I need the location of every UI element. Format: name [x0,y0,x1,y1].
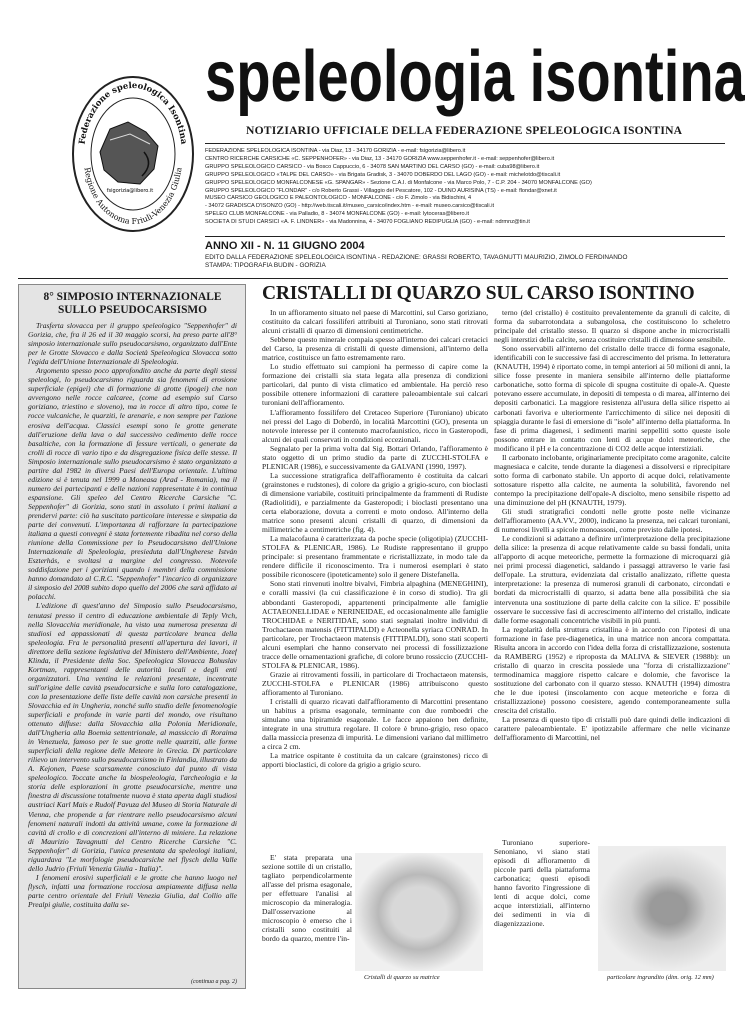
logo-email: fsigorizia@libero.it [106,188,154,194]
editorial-line: STAMPA: TIPOGRAFIA BUDIN - GORIZIA [205,262,326,269]
federation-logo [70,74,196,234]
article-column-2 [494,308,730,838]
continued-note: (continua a pag. 2) [191,979,237,985]
paragraph: Sono stati rinvenuti inoltre bivalvi, Fimbria alpaghina (MENEGHINI), e coralli massivi (la cui classificazione è in corso di studio). Tra gli abbondanti Gasteropodi, appartenenti principalmente alle famiglie ACTAEONELLIDAE e NERINEIDAE, ed occasionalmente alle famiglie TROCHIDAE e NERITIDAE, sono stati segnalati inoltre individui di Trochactaeon matensis (FITTIPALDI) e Acteonella syriaca CONRAD. In particolare, per Trochactaeon matensis (FITTIPALDI), sono stati scoperti alcuni esemplari che hanno conservato nei processi di fossilizzazione tracce delle ornamentazioni grafiche, di colore bruno rossiccio (ZUCCHI-STOLFA & PLENICAR, 1986). [262,579,488,670]
photo-caption: particolare ingrandito (dim. orig. 12 mm) [607,974,714,981]
paragraph: La malacofauna è caratterizzata da poche specie (oligotipia) (ZUCCHI-STOLFA & PLENICAR, 1986). Le Rudiste rappresentano il gruppo principale: si presentano frammentate e ricristallizzate, in modo tale da rendere difficile il riconoscimento. Tra i numerosi esemplari è stato possibile riconoscere (ipoteticamente) solo il genere Distefanella. [262,534,488,580]
address-line: GRUPPO SPELEOLOGICO "FLONDAR" - c/o Roberto Grassi - Villaggio del Pescatore, 102 - DUINO AURISINA (TS) - e-mail: flondar@xnet.it [205,187,557,194]
symposium-title-line: SULLO PSEUDOCARSISMO [57,304,208,316]
address-line: FEDERAZIONE SPELEOLOGICA ISONTINA - via Diaz, 13 - 34170 GORIZIA - e-mail: fsigorizia@libero.it [205,148,466,154]
paragraph: La presenza di questo tipo di cristalli può dare quindi delle indicazioni di carattere paleoambientale. E' ipotizzabile affermare che nelle vicinanze dell'affioramento di Marcottini, nel [494,715,730,743]
article-column-1-narrow [262,853,352,989]
paragraph: terno (del cristallo) è costituito prevalentemente da granuli di calcite, di forma da subarrotondata a subangolosa, che costituiscono lo scheletro principale del cristallo stesso. Il quarzo si dispone anche in microcristalli negli interstizi della calcite, senza costituire cristalli di dimensione sensibile. [494,308,730,345]
article-column-2-narrow [494,838,590,928]
quartz-detail-photo [598,846,726,971]
masthead-subtitle: NOTIZIARIO UFFICIALE DELLA FEDERAZIONE SPELEOLOGICA ISONTINA [246,124,683,137]
symposium-body [28,321,237,976]
masthead-title: speleologia isontina [205,37,745,117]
paragraph: Sebbene questo minerale compaia spesso all'interno dei calcari cretacici del Carso, la presenza di cristalli di queste dimensioni, all'interno della matrice, costituisce un fatto estremamente raro. [262,335,488,363]
paragraph: Sono osservabili all'interno del cristallo delle tracce di forma esagonale, identificabili con le successive fasi di accrescimento del prisma. In letteratura (KNAUTH, 1994) è riportato come, in tempi anteriori ai 50 milioni di anni, la silice fosse presente in maniera sensibile all'interno delle piattaforme carbonatiche, sotto forma di spicole di spugna costituite di opale-A. Queste potevano essere accumulate, in depositi di tempesta o di marea, all'interno dei depositi carbonatici. La maggiore resistenza all'usura della silice rispetto ai carbonati favoriva e ulteriormente l'arricchimento di silice nei depositi di spiaggia durante le fasi di emersione di "isole" all'interno della piattaforma. In fase di prima diagenesi, i sedimenti marini seppelliti sotto queste isole possono entrare in contatto con lenti di acque dolci meteoriche, che modificano il pH e la concentrazione di CO2 delle acque interstiziali. [494,344,730,453]
editorial-line: EDITO DALLA FEDERAZIONE SPELEOLOGICA ISONTINA - REDAZIONE: GRASSI ROBERTO, TAVAGNUTTI MAURIZIO, ZIMOLO FERDINANDO [205,254,628,261]
paragraph: Turoniano superiore-Senoniano, vi siano stati episodi di affioramento di piccole parti della piattaforma carbonatica; questi episodi hanno favorito l'ingressione di lenti di acque dolci, come acque interstiziali, all'interno dei sedimenti in via di diagenizzazione. [494,838,590,929]
address-line: SOCIETÀ DI STUDI CARSICI «A. F. LINDNER» - via Madonnina, 4 - 34070 FOGLIANO REDIPUGLIA (GO) - e-mail: ndrmnz@tin.it [205,219,530,226]
symposium-title [28,291,237,317]
paragraph: La successione stratigrafica dell'affioramento è costituita da calcari (grainstones e rudstones), di colore da grigio a grigio-scuro, con bioclasti di dimensione variabile, costituiti principalmente da frammenti di Rudiste (Radiolitidi), e parzialmente da Gasteropodi; i bioclasti presentano una certa elaborazione, dovuta a correnti e moto ondoso. All'interno della matrice sono presenti alcuni cristalli di quarzo, di dimensioni da millimetriche a centimetriche (fig. 4). [262,470,488,535]
paragraph: La matrice ospitante è costituita da un calcare (grainstones) ricco di apporti bioclastici, di colore da grigio a grigio scuro. [262,751,488,770]
paragraph: Le condizioni si adattano a definire un'interpretazione della precipitazione della silice: la presenza di acque relativamente calde su bassi fondali, unita all'apporto di acque meteoriche, permette la formazione di microquarzi già nei primi processi diagenetici, saldando i passaggi attraverso le varie fasi dell'opale. La struttura, evidenziata dal cristallo analizzato, riflette questa interpretazione: la presenza di numerosi granuli di carbonato, circondati e bordati da microcristalli di quarzo, si adatta bene alla possibilità che sia intervenuta una sostituzione di parte della calcite con la silice. E' possibile osservare le successive fasi di accrescimento all'interno del cristallo, indicate dalle forme esagonali concentriche visibili in più punti. [494,534,730,625]
issue-number: ANNO XII - N. 11 GIUGNO 2004 [205,240,365,252]
paragraph: Trasferta slovacca per il gruppo speleologico "Seppenhofer" di Gorizia, che, fra il 26 ed il 30 maggio scorsi, ha preso parte all'8° simposio internazionale sullo pseudocarsismo, organizzato dall'Ente per le Grotte Slovacco e dalla Società Speleologica Slovacca sotto l'egida dell'Unione Internazionale di Speleologia. [28,321,237,367]
address-line: MUSEO CARSICO GEOLOGICO E PALEONTOLOGICO - MONFALCONE - c/o F. Zimolo - via Bidischini, 4 [205,195,472,202]
address-line: GRUPPO SPELEOLOGICO MONFALCONESE «G. SPANGAR» - Sezione C.A.I. di Monfalcone - via Marco Polo, 7 - C.P. 204 - 34070 MONFALCONE (GO) [205,179,592,186]
paragraph: I cristalli di quarzo ricavati dall'affioramento di Marcottini presentano un habitus a prisma esagonale, terminante con due romboedri che simulano una bipiramide esagonale. Le facce appaiono ben definite, integrate in una struttura regolare. Il colore è bruno-grigio, reso opaco dalla massiccia presenza di impurità. Le dimensioni variano dal millimetro a circa 2 cm. [262,697,488,752]
paragraph: L'affioramento fossilifero del Cretaceo Superiore (Turoniano) ubicato nei pressi del Lago di Doberdò, in località Marcottini (GO), presenta un notevole interesse per il contenuto macrofaunistico, ricco in Gasteropodi, alcuni dei quali conservati in condizioni eccezionali. [262,407,488,444]
main-article-title: CRISTALLI DI QUARZO SUL CARSO ISONTINO [262,283,695,304]
divider [18,278,728,279]
address-line: GRUPPO SPELEOLOGICO CARSICO - via Bosco Cappuccio, 6 - 34078 SAN MARTINO DEL CARSO (GO) - e-mail: cuba98@libero.it [205,163,540,170]
paragraph: Segnalato per la prima volta dal Sig. Bottari Orlando, l'affioramento è stato oggetto di un primo studio da parte di ZUCCHI-STOLFA e PLENICAR (1986), e successivamente da GALVANI (1990, 1997). [262,443,488,471]
photo-caption: Cristalli di quarzo su matrice [364,974,440,981]
paragraph: Il carbonato inclobante, originariamente precipitato come aragonite, calcite magnesiaca e calcite, tende durante la diagenesi a dissolversi e riprecipitare sotto forma di carbonato stabile. Un apporto di acque dolci, relativamente sottosature rispetto alla calcite, ne aumenta la solubilità, favorendo nel contempo la precipitazione dell'opale-A disciolto, meno sensibile rispetto ad una diminuzione del pH (KNAUTH, 1979). [494,452,730,507]
logo-ring-top: Federazione speleologica Isontina [77,80,189,146]
divider [205,143,725,144]
paragraph: Grazie ai ritrovamenti fossili, in particolare di Trochactaeon matensis, ZUCCHI-STOLFA e PLENICAR (1986) attribuiscono questo affioramento al Turoniano. [262,669,488,697]
paragraph: L'edizione di quest'anno del Simposio sullo Pseudocarsismo, tenutasi presso il centro di educazione ambientale di Teply Vrch, nella Slovacchia meridionale, ha visto una numerosa presenza di studiosi ed appassionati di questa particolare branca della speleologia. Fra le personalità presenti all'apertura dei lavori, il direttore della sezione legislativa del Ministero dell'Ambiente, Jozef Klinda, il Presidente della Soc. Speleologica Slovacca Bohuslav Kortman, rappresentanti delle autorità locali e degli enti organizzatori. Una ventina le relazioni presentate, incentrate sull'origine delle cavità pseudocarsiche e sulla loro catalogazione, con la presentazione delle liste delle cavità non carsiche presenti in Slovacchia ed in Ungheria, nonché sullo studio delle fenomenologie superficiali e profonde in varie parti del mondo, ove risultano ottenuto diffuse: dalla Slovacchia alla Polonia Meridionale, dall'Ungheria alla Boemia settentrionale, al massiccio di Roraima in Venezuela, famoso per le sue grotte nelle quarziti, alle forme superficiali della regione delle Meteore in Grecia. Di particolare rilievo un intervento sullo pseudocarsismo in Finlandia, illustrato da A. Kejonen, Paese scarsamente conosciuto dal punto di vista speleologico. Toccate anche la biospeleologia, l'archeologia e la storia delle esplorazioni in grotte pseudocarsiche, mentre una finestra di discussione totalmente nuova è stata aperta dagli studiosi austriaci Karl Mais e Rudolf Pavuza del Museo di Storia Naturale di Vienna, che propende a far rientrare nello pseudocarsismo alcuni fenomeni naturali indotti da attività umane, come la formazione di cavità di crollo e di concrezioni all'interno di miniere. La relazione di Maurizio Tavagnutti del Centro Ricerche Carsiche "C. Seppenhofer" di Gorizia, l'unica presentata da speleologi italiani, riguardava "Le morfologie pseudocarsiche nel flysch della Valle dello Judrio (Friuli Venezia Giulia - Italia)". [28,601,237,873]
quartz-crystal-photo [355,853,483,971]
address-line: SPELEO CLUB MONFALCONE - via Palladio, 8 - 34074 MONFALCONE (GO) - e-mail: lytoceras@libero.it [205,211,470,218]
address-line: - 34072 GRADISCA D'ISONZO (GO) - http://web.tiscali.it/museo_carsico/index.htm - e-mail: museo.carsico@tiscali.it [205,203,495,210]
paragraph: In un affioramento situato nel paese di Marcottini, sul Carso goriziano, costituito da calcari fossiliferi attribuiti al Turoniano, sono stati ritrovati alcuni cristalli di quarzo di dimensioni centimetriche. [262,308,488,336]
paragraph: Argomento spesso poco approfondito anche da parte degli stessi speleologi, lo pseudocarsismo riguarda sia fenomeni di erosione superficiale (epigei) che di formazione di grotte (ipogei) che non avvengono nelle rocce calcaree, (come ad esempio sul Carso goriziano, triestino e sloveno), ma in rocce di altro tipo, come le rocce vulcaniche, le quarziti, le arenarie, e non sempre per l'azione erosiva dell'acqua. Classici esempi sono le grotte generate dall'eruzione della lava o dal successivo cedimento delle rocce basaltiche, con la formazione di fessure verticali, o generate da crolli di rocce di vario tipo e da disgregazione fisica delle stesse. Il Simposio internazionale sullo pseudocarsismo è stato organizzato a partire dal 1982 in diversi Paesi dell'Europa orientale. L'ultima edizione si è tenuta nel 1999 a Moneasa (Arad - Romania), ma il numero dei partecipanti e delle nazioni rappresentate è in continua espansione. Gli speleo del Centro Ricerche Carsiche "C. Seppenhofer" di Gorizia, sono stati in assoluto i primi italiani a prendervi parte: ciò ha suscitato particolare interesse e simpatia da parte dei convenuti. L'importanza di rafforzare la partecipazione italiana a questi convegni è stata fortemente ribadita nel corso della riunione della Commissione per lo Pseudocarsismo dell'Unione Internazionale di Speleologia, presieduta dall'Ungherese István Eszterhás, e svoltasi a margine del congresso. Notevole soddisfazione per i goriziani quando i membri della commissione hanno domandato al C.R.C. "Seppenhofer" l'incarico di organizzare il simposio del 2008 subito dopo quello del 2006 che sarà affidato ai polacchi. [28,366,237,602]
paragraph: I fenomeni erosivi superficiali e le grotte che hanno luogo nel flysch, infatti una formazione rocciosa ampiamente diffusa nella parte centro orientale del Friuli Venezia Giulia, dal Collio alle Prealpi giulie, costituita dalla se- [28,872,237,909]
editorial-info [205,254,725,270]
paragraph: E' stata preparata una sezione sottile di un cristallo, tagliato perpendicolarmente all'asse del prisma esagonale, per effettuare l'analisi al microscopio da mineralogia. Dall'osservazione al microscopio è emerso che i cristalli sono costituiti al bordo da quarzo, mentre l'in- [262,853,352,944]
divider [205,236,725,237]
paragraph: Lo studio effettuato sui campioni ha permesso di capire come la formazione dei cristalli sia stata legata alla presenza di condizioni particolari, dal punto di vista climatico ed ambientale. Ha perciò reso possibile ottenere informazioni di carattere paleoambientale sui calcari turoniani dell'affioramento. [262,362,488,408]
paragraph: La regolarità della struttura cristallina è in accordo con l'ipotesi di una formazione in fase pre-diagenetica, in una matrice non ancora compattata. Risulta ancora in accordo con l'idea della forza di cristallizzazione, sostenuta da RAMBERG (1952) e riproposta da MALIVA & SIEVER (1988b): un cristallo di quarzo in crescita possiede una "forza di cristallizzazione" termodinamica maggiore rispetto calcare e dolomie, che favorisce la sostituzione del carbonato con il quarzo stesso. KNAUTH (1994) dimostra che le due ipotesi (inscolamento con acque meteoriche e forza di cristallizzazione) possono coesistere, agendo contemporaneamente sulla crescita del cristallo. [494,624,730,716]
logo-ring-bottom: Regione Autonoma Friuli-Venezia Giulia [82,166,184,227]
address-list [205,148,730,227]
address-line: CENTRO RICERCHE CARSICHE «C. SEPPENHOFER» - via Diaz, 13 - 34170 GORIZIA www.seppenhofer.it - e-mail: seppenhofer@libero.it [205,155,555,162]
symposium-article [18,284,246,989]
paragraph: Gli studi stratigrafici condotti nelle grotte poste nelle vicinanze dell'affioramento (AA.VV., 2000), indicano la presenza, nei calcari turoniani, di numerosi livelli a spicole monoassoni, come previsto dalle ipotesi. [494,507,730,535]
address-line: GRUPPO SPELEOLOGICO «TALPE DEL CARSO» - via Brigata Gradisk, 3 - 34070 DOBERDÒ DEL LAGO (GO) - e-mail: michelotdo@tiscali.it [205,171,561,178]
symposium-title-line: 8° SIMPOSIO INTERNAZIONALE [43,291,222,303]
